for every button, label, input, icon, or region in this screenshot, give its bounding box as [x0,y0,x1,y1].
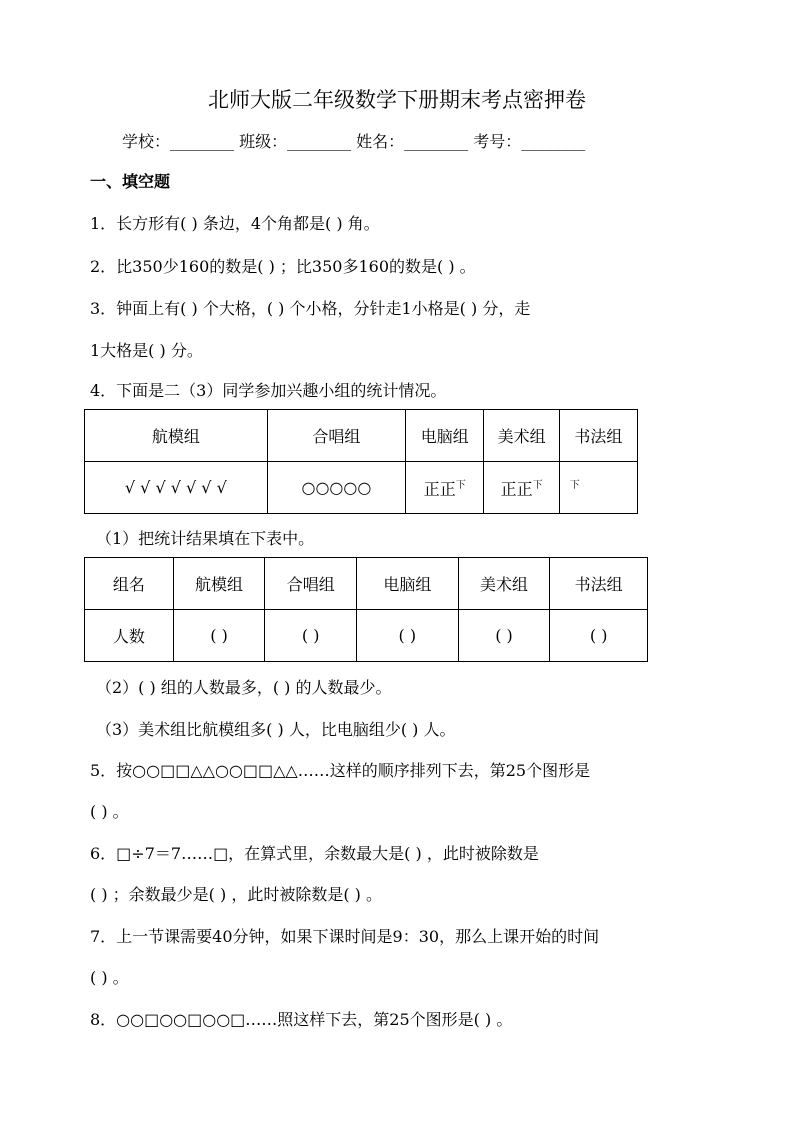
question-7-line-2: ( ) 。 [90,968,129,987]
question-5-line-1: 5．按○○□□△△○○□□△△……这样的顺序排列下去，第25个图形是 [90,761,591,780]
tally-zheng-calligraphy: 下 [559,462,637,514]
table-header-cell: 合唱组 [265,558,357,610]
tally-zheng-art: 正正$^下$ [484,462,559,514]
table-header-cell: 书法组 [559,410,637,462]
tally-checkmarks: √ √ √ √ √ √ √ [85,462,268,514]
answer-blank[interactable]: ( ) [173,610,265,662]
table-header-cell: 合唱组 [267,410,406,462]
answer-blank[interactable]: ( ) [265,610,357,662]
question-1: 1．长方形有( ) 条边，4个角都是( ) 角。 [90,214,380,233]
question-4-part-2: （2）( ) 组的人数最多，( ) 的人数最少。 [96,678,392,697]
page-title: 北师大版二年级数学下册期末考点密押卷 [208,88,586,112]
table-header-cell: 航模组 [85,410,268,462]
tally-zheng-computer: 正正$^下$ [406,462,484,514]
table-row [85,558,648,610]
question-4-part-1: （1）把统计结果填在下表中。 [96,529,315,548]
answer-blank[interactable]: ( ) [357,610,459,662]
table-header-cell: 航模组 [173,558,265,610]
question-3-line-2: 1大格是( ) 分。 [90,341,203,360]
table-header-cell: 组名 [85,558,174,610]
question-6-line-2: ( ) ；余数最少是( ) ，此时被除数是( ) 。 [90,885,382,904]
table-header-cell: 电脑组 [357,558,459,610]
question-2: 2．比350少160的数是( ) ；比350多160的数是( ) 。 [90,257,476,276]
table-row [85,610,648,662]
answer-blank[interactable]: ( ) [550,610,648,662]
table-row-label: 人数 [85,610,174,662]
question-6-line-1: 6．□÷7＝7……□，在算式里，余数最大是( ) ，此时被除数是 [90,844,539,863]
tally-circles: ○○○○○ [267,462,406,514]
group-count-table [84,557,648,662]
table-row [85,410,638,462]
table-header-cell: 书法组 [550,558,648,610]
table-header-cell: 美术组 [458,558,550,610]
interest-group-tally-table [84,409,638,514]
section-heading-fill-in: 一、填空题 [90,172,171,191]
student-info-line: 学校：________ 班级：________ 姓名：________ 考号：________ [122,132,586,151]
question-7-line-1: 7．上一节课需要40分钟，如果下课时间是9：30，那么上课开始的时间 [90,927,600,946]
answer-blank[interactable]: ( ) [458,610,550,662]
question-8: 8．○○□○○□○○□……照这样下去，第25个图形是( ) 。 [90,1010,513,1029]
question-5-line-2: ( ) 。 [90,802,129,821]
table-row [85,462,638,514]
question-4: 4．下面是二（3）同学参加兴趣小组的统计情况。 [90,381,447,400]
table-header-cell: 电脑组 [406,410,484,462]
question-4-part-3: （3）美术组比航模组多( ) 人，比电脑组少( ) 人。 [96,720,456,739]
question-3-line-1: 3．钟面上有( ) 个大格，( ) 个小格，分针走1小格是( ) 分，走 [90,299,531,318]
table-header-cell: 美术组 [484,410,559,462]
